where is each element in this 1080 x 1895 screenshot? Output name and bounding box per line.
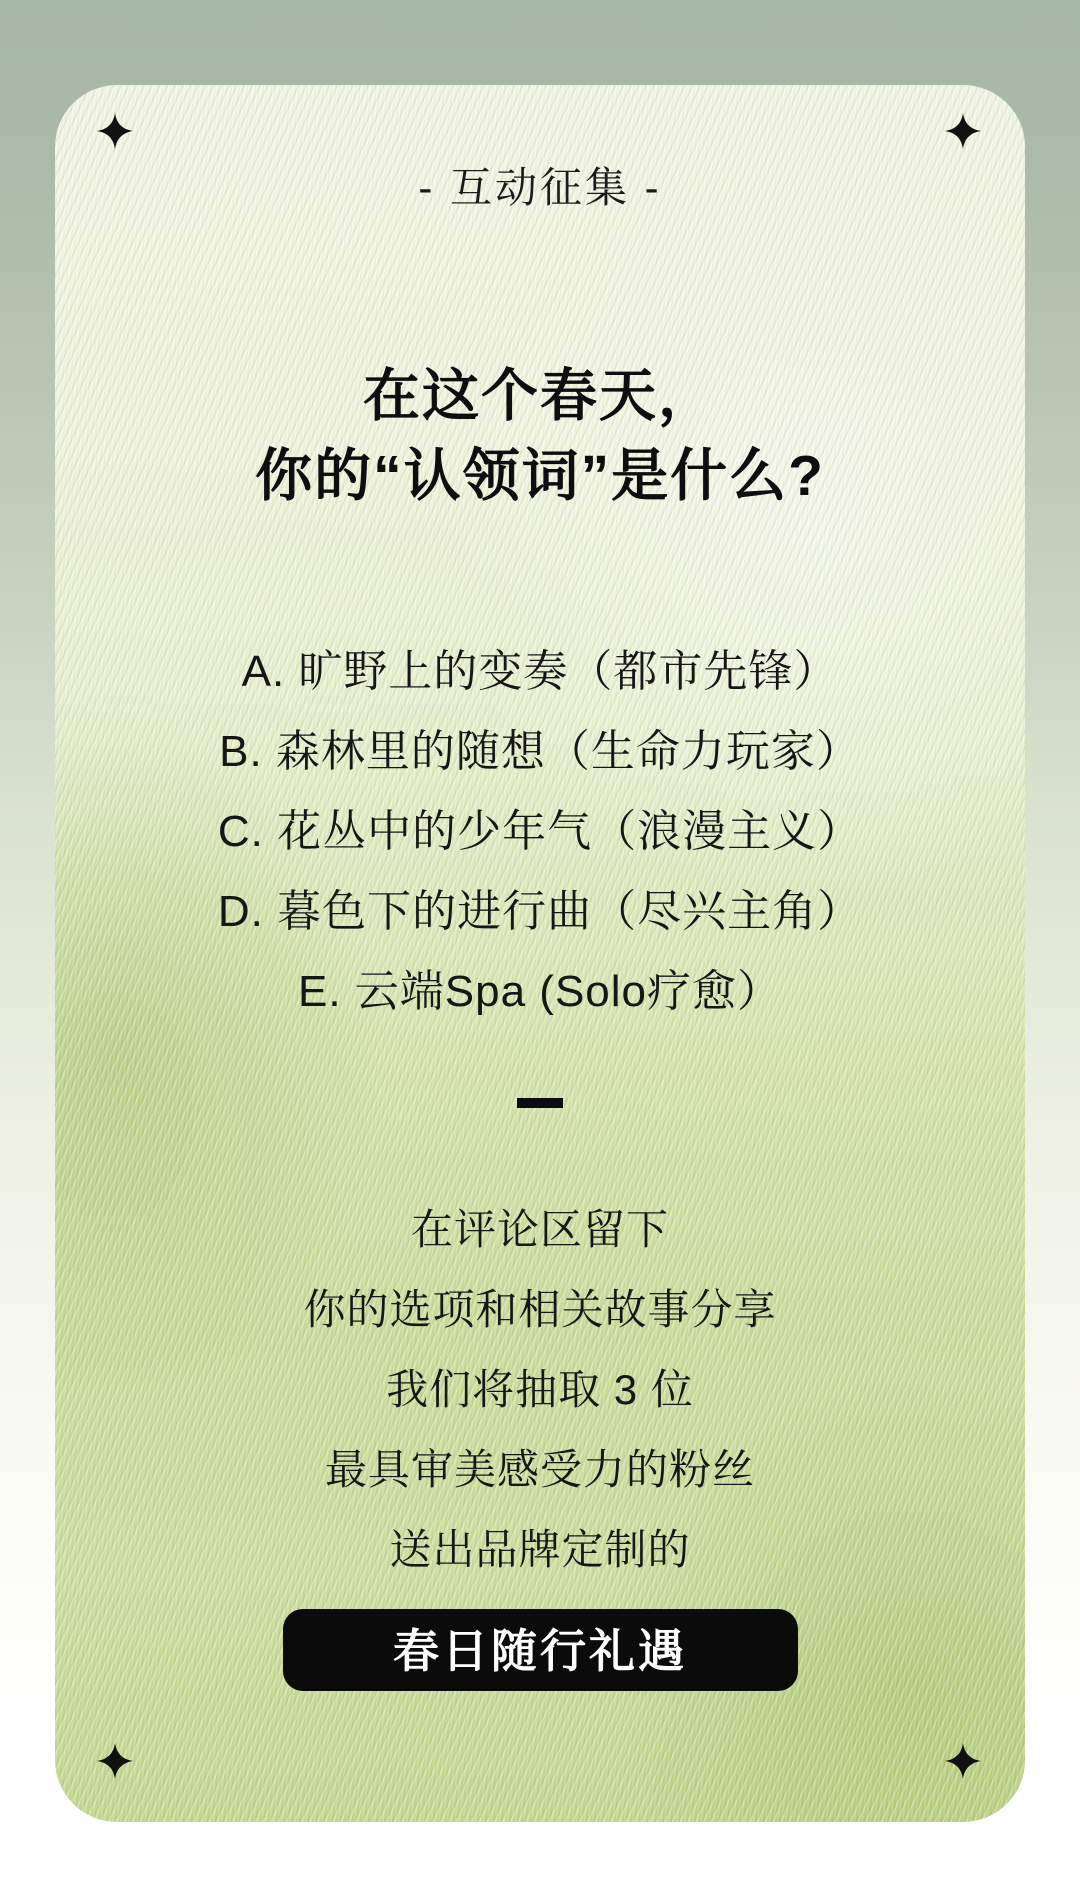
sparkle-icon: [945, 113, 981, 149]
heading-line-1: 在这个春天，: [363, 364, 717, 428]
section-divider: [517, 1098, 563, 1108]
option-a: A. 旷野上的变奏（都市先锋）: [241, 647, 839, 696]
heading-line-2: 你的“认领词”是什么?: [255, 444, 825, 508]
option-c: C. 花丛中的少年气（浪漫主义）: [217, 807, 863, 856]
instructions-text: [55, 1190, 1025, 1590]
poster-card: [55, 85, 1025, 1822]
sparkle-icon: [97, 1743, 133, 1779]
option-d: D. 暮色下的进行曲（尽兴主角）: [217, 887, 863, 936]
instruction-line: 你的选项和相关故事分享: [303, 1286, 777, 1333]
instruction-line: 在评论区留下: [410, 1206, 669, 1253]
instruction-line: 最具审美感受力的粉丝: [324, 1446, 755, 1493]
instruction-line: 我们将抽取 3 位: [386, 1366, 694, 1413]
sparkle-icon: [97, 113, 133, 149]
instruction-line: 送出品牌定制的: [389, 1526, 691, 1573]
option-list: [55, 632, 1025, 1032]
option-b: B. 森林里的随想（生命力玩家）: [219, 727, 861, 776]
gift-cta-button[interactable]: 春日随行礼遇: [283, 1609, 798, 1691]
option-e: E. 云端Spa (Solo疗愈）: [297, 967, 783, 1016]
main-heading: [55, 356, 1025, 516]
section-tag: - 互动征集 -: [418, 164, 662, 211]
sparkle-icon: [945, 1743, 981, 1779]
